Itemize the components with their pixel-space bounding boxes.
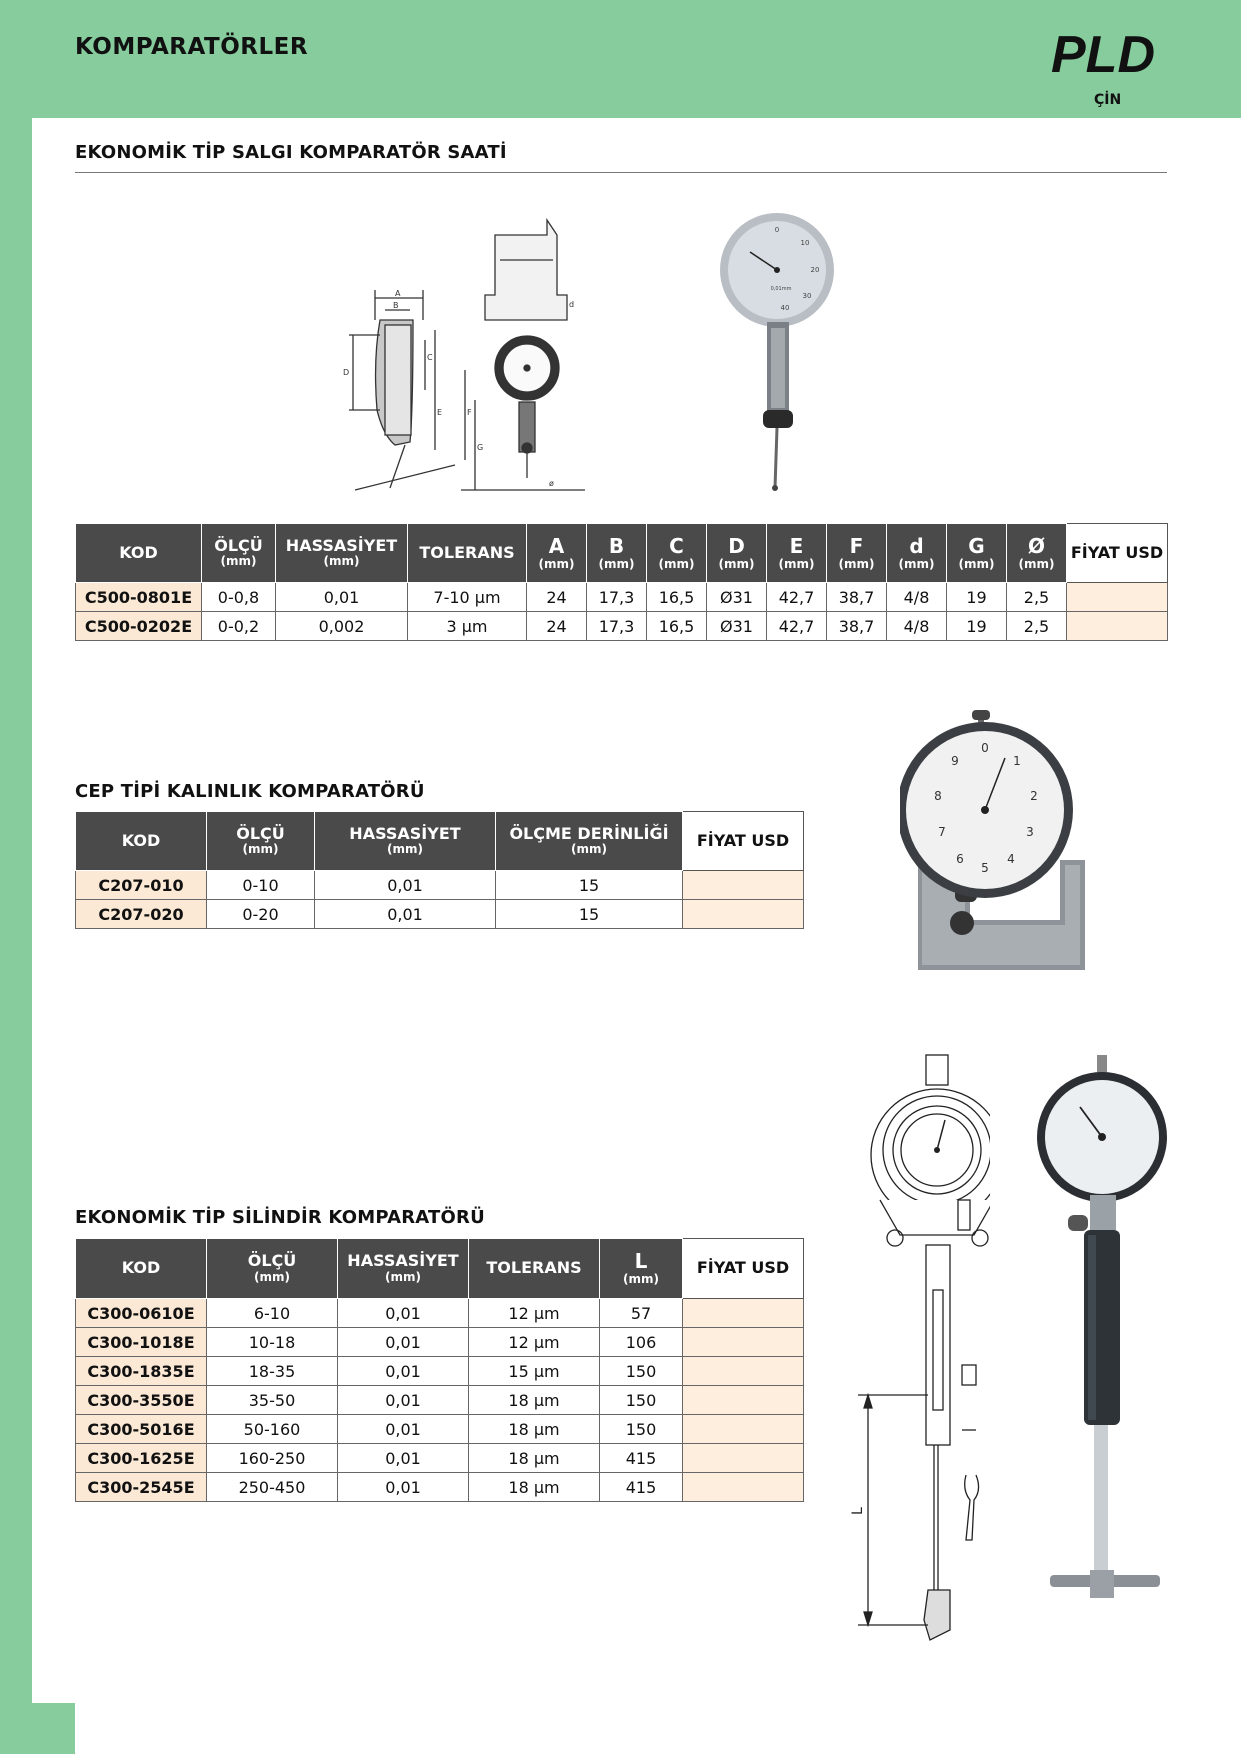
cell-l: 57 <box>600 1299 683 1328</box>
cell-kod: C500-0202E <box>76 612 202 641</box>
col-b: B (mm) <box>587 524 647 583</box>
cell-olcu: 250-450 <box>207 1473 338 1502</box>
dial1-label-40: 40 <box>780 304 790 312</box>
cell-tolerans: 15 µm <box>469 1357 600 1386</box>
col-e: E (mm) <box>767 524 827 583</box>
table-row <box>76 1357 804 1386</box>
section1-title: EKONOMİK TİP SALGI KOMPARATÖR SAATİ <box>75 142 507 163</box>
table-row <box>76 1299 804 1328</box>
bore-gauge-photo <box>1030 1055 1170 1650</box>
cell-kod: C300-1018E <box>76 1328 207 1357</box>
cell-fiyat <box>683 1299 804 1328</box>
cell-hassasiyet: 0,01 <box>276 583 408 612</box>
dim-label-g: G <box>477 443 484 452</box>
cell-fiyat <box>683 871 804 900</box>
cell-hassasiyet: 0,01 <box>338 1357 469 1386</box>
col-g: G (mm) <box>947 524 1007 583</box>
cell-l: 150 <box>600 1415 683 1444</box>
col-tolerans: TOLERANS <box>408 524 527 583</box>
col-small-d: d (mm) <box>887 524 947 583</box>
cell-olcu: 6-10 <box>207 1299 338 1328</box>
cell-fiyat <box>683 900 804 929</box>
bottom-tab <box>32 1703 75 1754</box>
col-olcme-derinligi: ÖLÇME DERİNLİĞİ (mm) <box>496 812 683 871</box>
cell-tolerans: 18 µm <box>469 1415 600 1444</box>
dial1-unit: 0,01mm <box>770 286 792 292</box>
dim-label-c: C <box>427 353 433 362</box>
cell-d: Ø31 <box>707 612 767 641</box>
cell-l: 150 <box>600 1386 683 1415</box>
cell-olcu: 0-10 <box>207 871 315 900</box>
brand-logo-text: PLD <box>1051 26 1155 82</box>
cell-olcu: 160-250 <box>207 1444 338 1473</box>
cell-tolerans: 18 µm <box>469 1386 600 1415</box>
cell-kod: C500-0801E <box>76 583 202 612</box>
cell-e: 42,7 <box>767 612 827 641</box>
left-band <box>0 118 32 1754</box>
cell-hassasiyet: 0,01 <box>338 1444 469 1473</box>
cell-kod: C300-0610E <box>76 1299 207 1328</box>
cell-kod: C300-1835E <box>76 1357 207 1386</box>
cell-l: 415 <box>600 1444 683 1473</box>
col-tolerans: TOLERANS <box>469 1239 600 1299</box>
section2-header-row <box>76 812 804 871</box>
dial1-label-10: 10 <box>800 239 810 247</box>
cell-e: 42,7 <box>767 583 827 612</box>
dial2-label-6: 6 <box>956 852 964 866</box>
col-f: F (mm) <box>827 524 887 583</box>
cell-a: 24 <box>527 583 587 612</box>
cell-hassasiyet: 0,002 <box>276 612 408 641</box>
dim-label-d: D <box>343 368 350 377</box>
col-olcu: ÖLÇÜ (mm) <box>202 524 276 583</box>
dim-label-small-d: d <box>569 300 575 309</box>
cell-kod: C300-3550E <box>76 1386 207 1415</box>
section3-header-row <box>76 1239 804 1299</box>
test-indicator-drawing <box>335 210 590 500</box>
table-row <box>76 1444 804 1473</box>
dim-label-a: A <box>395 289 401 298</box>
col-fiyat: FİYAT USD <box>683 812 804 871</box>
cell-kod: C207-020 <box>76 900 207 929</box>
col-hassasiyet: HASSASİYET (mm) <box>276 524 408 583</box>
col-dia: Ø (mm) <box>1007 524 1067 583</box>
cell-tolerans: 7-10 µm <box>408 583 527 612</box>
dial2-label-0: 0 <box>981 741 989 755</box>
table-row <box>76 1415 804 1444</box>
dial2-label-2: 2 <box>1030 789 1038 803</box>
col-a: A (mm) <box>527 524 587 583</box>
cell-c: 16,5 <box>647 583 707 612</box>
cell-hassasiyet: 0,01 <box>338 1386 469 1415</box>
cell-dia: 2,5 <box>1007 612 1067 641</box>
dial2-label-9: 9 <box>951 754 959 768</box>
cell-olcme-derinligi: 15 <box>496 900 683 929</box>
section2-title: CEP TİPİ KALINLIK KOMPARATÖRÜ <box>75 781 425 802</box>
section3-table <box>75 1238 804 1502</box>
col-fiyat: FİYAT USD <box>683 1239 804 1299</box>
col-hassasiyet: HASSASİYET (mm) <box>338 1239 469 1299</box>
cell-fiyat <box>683 1328 804 1357</box>
col-c: C (mm) <box>647 524 707 583</box>
col-kod: KOD <box>76 524 202 583</box>
cell-hassasiyet: 0,01 <box>338 1328 469 1357</box>
cell-small-d: 4/8 <box>887 583 947 612</box>
cell-olcu: 0-20 <box>207 900 315 929</box>
cell-olcme-derinligi: 15 <box>496 871 683 900</box>
test-indicator-photo <box>715 210 840 495</box>
cell-fiyat <box>1067 583 1168 612</box>
cell-tolerans: 18 µm <box>469 1444 600 1473</box>
cell-c: 16,5 <box>647 612 707 641</box>
col-hassasiyet: HASSASİYET (mm) <box>315 812 496 871</box>
bore-dim-label: L <box>850 1507 866 1515</box>
cell-tolerans: 18 µm <box>469 1473 600 1502</box>
dim-label-e: E <box>437 408 443 417</box>
dial2-label-4: 4 <box>1007 852 1015 866</box>
cell-hassasiyet: 0,01 <box>315 900 496 929</box>
dial2-label-7: 7 <box>938 825 946 839</box>
col-olcu: ÖLÇÜ (mm) <box>207 1239 338 1299</box>
cell-kod: C300-5016E <box>76 1415 207 1444</box>
cell-b: 17,3 <box>587 612 647 641</box>
dial1-label-20: 20 <box>810 266 820 274</box>
table-row <box>76 900 804 929</box>
table-row <box>76 1328 804 1357</box>
dial2-label-3: 3 <box>1026 825 1034 839</box>
cell-f: 38,7 <box>827 583 887 612</box>
cell-d: Ø31 <box>707 583 767 612</box>
section3-title: EKONOMİK TİP SİLİNDİR KOMPARATÖRÜ <box>75 1207 485 1228</box>
cell-g: 19 <box>947 612 1007 641</box>
cell-a: 24 <box>527 612 587 641</box>
cell-fiyat <box>683 1473 804 1502</box>
bore-gauge-drawing <box>840 1050 990 1650</box>
cell-fiyat <box>683 1415 804 1444</box>
cell-g: 19 <box>947 583 1007 612</box>
section1-table <box>75 523 1168 641</box>
cell-b: 17,3 <box>587 583 647 612</box>
col-d: D (mm) <box>707 524 767 583</box>
cell-hassasiyet: 0,01 <box>338 1415 469 1444</box>
dim-label-f: F <box>467 408 472 417</box>
brand-logo <box>1047 22 1167 82</box>
cell-olcu: 50-160 <box>207 1415 338 1444</box>
table-row <box>76 1473 804 1502</box>
dial2-label-5: 5 <box>981 861 989 875</box>
cell-olcu: 35-50 <box>207 1386 338 1415</box>
cell-f: 38,7 <box>827 612 887 641</box>
thickness-gauge-photo <box>900 710 1100 980</box>
dial2-label-1: 1 <box>1013 754 1021 768</box>
dial1-label-0: 0 <box>774 226 780 234</box>
cell-olcu: 18-35 <box>207 1357 338 1386</box>
brand-country: ÇİN <box>1094 92 1122 108</box>
cell-olcu: 0-0,2 <box>202 612 276 641</box>
cell-l: 150 <box>600 1357 683 1386</box>
col-olcu: ÖLÇÜ (mm) <box>207 812 315 871</box>
cell-fiyat <box>1067 612 1168 641</box>
dim-label-b: B <box>393 301 399 310</box>
cell-kod: C207-010 <box>76 871 207 900</box>
cell-l: 415 <box>600 1473 683 1502</box>
cell-l: 106 <box>600 1328 683 1357</box>
cell-fiyat <box>683 1357 804 1386</box>
page-title: KOMPARATÖRLER <box>75 34 309 60</box>
cell-hassasiyet: 0,01 <box>338 1299 469 1328</box>
col-kod: KOD <box>76 812 207 871</box>
dial2-label-8: 8 <box>934 789 942 803</box>
cell-tolerans: 3 µm <box>408 612 527 641</box>
dial1-label-30: 30 <box>802 292 812 300</box>
section1-divider <box>75 172 1167 173</box>
cell-tolerans: 12 µm <box>469 1328 600 1357</box>
table-row <box>76 612 1168 641</box>
col-kod: KOD <box>76 1239 207 1299</box>
dim-label-dia: ø <box>549 479 554 488</box>
cell-olcu: 10-18 <box>207 1328 338 1357</box>
cell-dia: 2,5 <box>1007 583 1067 612</box>
cell-tolerans: 12 µm <box>469 1299 600 1328</box>
col-l: L (mm) <box>600 1239 683 1299</box>
cell-olcu: 0-0,8 <box>202 583 276 612</box>
cell-hassasiyet: 0,01 <box>315 871 496 900</box>
table-row <box>76 583 1168 612</box>
section2-table <box>75 811 804 929</box>
cell-fiyat <box>683 1444 804 1473</box>
table-row <box>76 871 804 900</box>
cell-kod: C300-2545E <box>76 1473 207 1502</box>
col-fiyat: FİYAT USD <box>1067 524 1168 583</box>
section1-header-row <box>76 524 1168 583</box>
cell-fiyat <box>683 1386 804 1415</box>
cell-hassasiyet: 0,01 <box>338 1473 469 1502</box>
table-row <box>76 1386 804 1415</box>
cell-small-d: 4/8 <box>887 612 947 641</box>
cell-kod: C300-1625E <box>76 1444 207 1473</box>
